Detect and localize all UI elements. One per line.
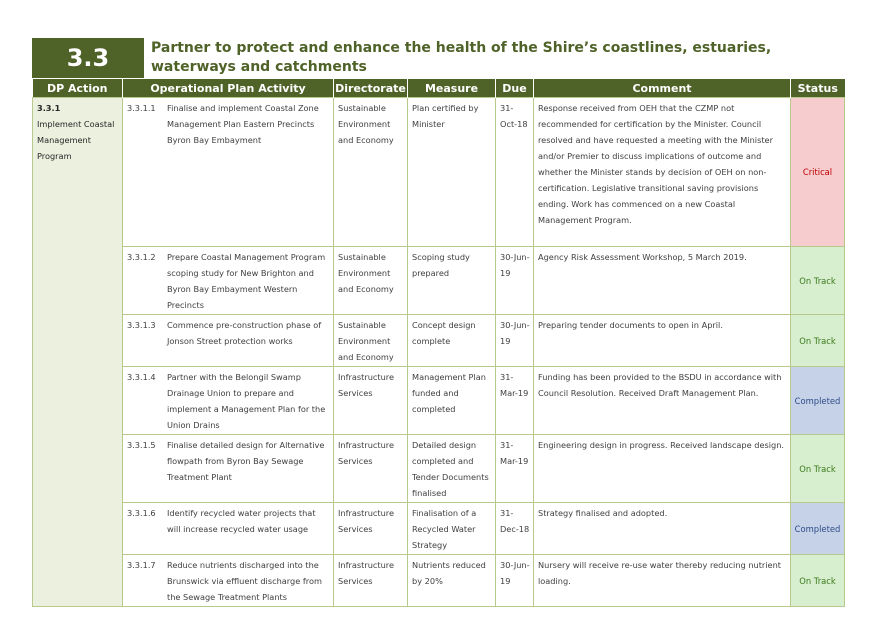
directorate-cell: Infrastructure Services [334,555,408,607]
table-row [33,367,845,435]
comment-cell: Funding has been provided to the BSDU in accordance with Council Resolution. Received Draft Management Plan. [534,367,791,435]
due-cell: 30-Jun-19 [496,247,534,315]
status-badge: Critical [791,98,845,247]
activity-code: 3.3.1.6 [127,508,156,518]
column-header-dp-action: DP Action [33,79,123,98]
status-badge: Completed [791,503,845,555]
activity-text: Reduce nutrients discharged into the Brunswick via effluent discharge from the Sewage Treatment Plants [167,560,322,602]
section-number: 3.3 [32,38,144,78]
activity-cell [123,503,334,555]
dp-action-cell [33,98,123,607]
activity-code: 3.3.1.4 [127,372,156,382]
directorate-cell: Infrastructure Services [334,503,408,555]
measure-cell: Management Plan funded and completed [408,367,496,435]
status-badge: Completed [791,367,845,435]
table-row [33,503,845,555]
activity-text: Commence pre-construction phase of Jonson Street protection works [167,320,322,346]
status-badge: On Track [791,555,845,607]
status-badge: On Track [791,247,845,315]
column-header-directorate: Directorate [334,79,408,98]
measure-cell: Detailed design completed and Tender Documents finalised [408,435,496,503]
directorate-cell: Sustainable Environment and Economy [334,98,408,247]
activity-text: Partner with the Belongil Swamp Drainage Union to prepare and implement a Management Plan for the Union Drains [167,372,326,430]
activity-text: Finalise detailed design for Alternative flowpath from Byron Bay Sewage Treatment Plant [167,440,325,482]
due-cell: 31-Oct-18 [496,98,534,247]
activity-code: 3.3.1.7 [127,560,156,570]
due-cell: 30-Jun-19 [496,555,534,607]
directorate-cell: Infrastructure Services [334,435,408,503]
column-header-due: Due [496,79,534,98]
activity-cell [123,367,334,435]
table-row [33,315,845,367]
activity-cell [123,435,334,503]
measure-cell: Finalisation of a Recycled Water Strategy [408,503,496,555]
directorate-cell: Infrastructure Services [334,367,408,435]
due-cell: 31-Dec-18 [496,503,534,555]
table-header-row [33,79,845,98]
activity-cell [123,247,334,315]
column-header-measure: Measure [408,79,496,98]
table-row [33,555,845,607]
comment-cell: Preparing tender documents to open in April. [534,315,791,367]
measure-cell: Scoping study prepared [408,247,496,315]
activity-text: Prepare Coastal Management Program scoping study for New Brighton and Byron Bay Embayment Western Precincts [167,252,326,310]
due-cell: 31-Mar-19 [496,367,534,435]
directorate-cell: Sustainable Environment and Economy [334,315,408,367]
activity-cell [123,555,334,607]
directorate-cell: Sustainable Environment and Economy [334,247,408,315]
comment-cell: Agency Risk Assessment Workshop, 5 March 2019. [534,247,791,315]
comment-cell: Nursery will receive re-use water thereby reducing nutrient loading. [534,555,791,607]
operational-plan-table [32,79,845,607]
comment-cell: Response received from OEH that the CZMP not recommended for certification by the Minister. Council resolved and have requested a meeting with the Minister and/or Premier to discuss implications of outcome and whether the Minister stands by decision of OEH on non-certification. Legislative transitional saving provisions ending. Work has commenced on a new Coastal Management Program. [534,98,791,247]
activity-code: 3.3.1.3 [127,320,156,330]
section-header [32,38,844,78]
dp-action-name: Implement Coastal Management Program [37,119,115,161]
table-row [33,98,845,247]
dp-action-code: 3.3.1 [37,103,61,113]
column-header-activity: Operational Plan Activity [123,79,334,98]
activity-code: 3.3.1.2 [127,252,156,262]
due-cell: 31-Mar-19 [496,435,534,503]
activity-cell [123,98,334,247]
activity-code: 3.3.1.1 [127,103,156,113]
table-row [33,435,845,503]
section-title: Partner to protect and enhance the health of the Shire’s coastlines, estuaries, waterways and catchments [151,40,772,75]
table-row [33,247,845,315]
activity-cell [123,315,334,367]
activity-text: Identify recycled water projects that will increase recycled water usage [167,508,316,534]
activity-text: Finalise and implement Coastal Zone Management Plan Eastern Precincts Byron Bay Embayment [167,103,319,145]
activity-code: 3.3.1.5 [127,440,156,450]
comment-cell: Engineering design in progress. Received landscape design. [534,435,791,503]
measure-cell: Concept design complete [408,315,496,367]
status-badge: On Track [791,315,845,367]
column-header-status: Status [791,79,845,98]
measure-cell: Plan certified by Minister [408,98,496,247]
measure-cell: Nutrients reduced by 20% [408,555,496,607]
status-badge: On Track [791,435,845,503]
due-cell: 30-Jun-19 [496,315,534,367]
comment-cell: Strategy finalised and adopted. [534,503,791,555]
column-header-comment: Comment [534,79,791,98]
